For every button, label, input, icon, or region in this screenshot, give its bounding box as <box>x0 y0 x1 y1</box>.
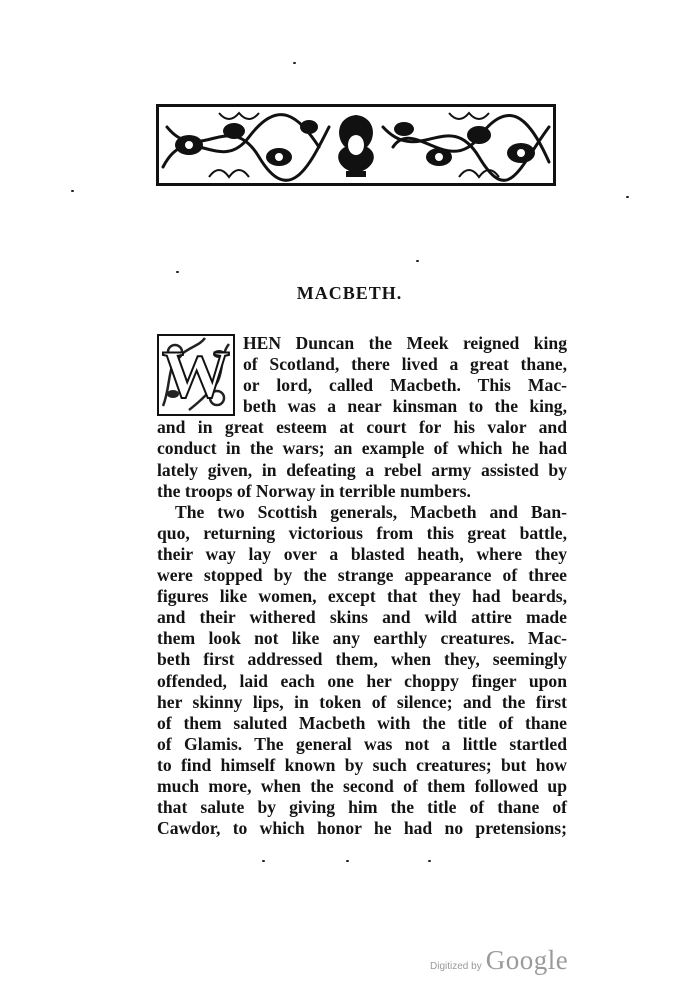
text-line: her skinny lips, in token of silence; and the first <box>157 691 567 712</box>
text-line: of Glamis. The general was not a little startled <box>157 733 567 754</box>
text-line: beth was a near kinsman to the king, <box>243 396 567 417</box>
text-line: conduct in the wars; an example of which he had <box>157 438 567 459</box>
floral-vase-ornament-icon <box>159 107 553 183</box>
text-line: were stopped by the strange appearance of three <box>157 565 567 586</box>
text-line: of Scotland, there lived a great thane, <box>243 354 567 375</box>
scan-speck <box>262 860 265 862</box>
drop-cap <box>157 334 235 416</box>
text-line: them look not like any earthly creatures. Mac- <box>157 628 567 649</box>
watermark-logo: Google <box>485 945 569 975</box>
scan-speck <box>71 190 74 192</box>
scan-speck <box>346 860 349 862</box>
text-line: lately given, in defeating a rebel army assisted by <box>157 459 567 480</box>
text-line: beth first addressed them, when they, seemingly <box>157 649 567 670</box>
digitized-watermark <box>430 945 590 977</box>
ornamental-headpiece <box>156 104 556 186</box>
scan-speck <box>293 62 296 64</box>
chapter-title: MACBETH. <box>296 283 403 303</box>
scan-speck <box>626 196 629 198</box>
text-line: HEN Duncan the Meek reigned king <box>243 333 567 353</box>
text-line: much more, when the second of them followed up <box>157 775 567 796</box>
text-line: and in great esteem at court for his valor and <box>157 417 567 438</box>
text-line: quo, returning victorious from this great battle, <box>157 522 567 543</box>
drop-cap-letter: W <box>162 336 230 413</box>
text-line: their way lay over a blasted heath, where they <box>157 543 567 564</box>
body-text <box>157 333 567 839</box>
watermark-prefix: Digitized by <box>430 961 482 972</box>
scan-speck <box>428 860 431 862</box>
text-line: that salute by giving him the title of thane of <box>157 797 567 818</box>
text-line: the troops of Norway in terrible numbers. <box>157 480 471 501</box>
text-line: and their withered skins and wild attire made <box>157 607 567 628</box>
text-line: figures like women, except that they had beards, <box>157 586 567 607</box>
text-line: to find himself known by such creatures; but how <box>157 754 567 775</box>
scan-speck <box>416 260 419 262</box>
text-line: of them saluted Macbeth with the title of thane <box>157 712 567 733</box>
text-line: Cawdor, to which honor he had no pretensions; <box>157 818 567 839</box>
text-line: or lord, called Macbeth. This Mac- <box>243 375 567 396</box>
scan-speck <box>176 271 179 273</box>
text-line: offended, laid each one her choppy finger upon <box>157 670 567 691</box>
text-line: The two Scottish generals, Macbeth and Ban- <box>175 501 567 522</box>
